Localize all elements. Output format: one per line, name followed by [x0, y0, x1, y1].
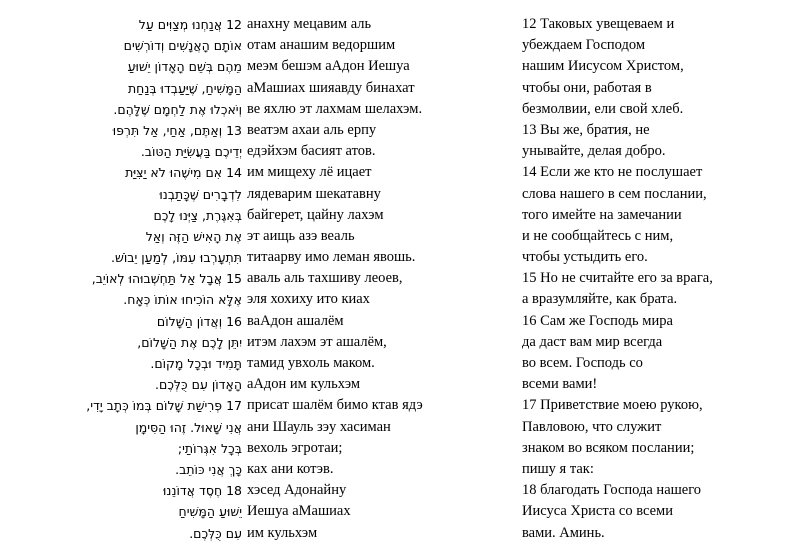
hebrew-line: אֶת הָאִישׁ הַזֶּה וְאַל — [145, 228, 242, 244]
hebrew-line: אוֹתָם הָאֲנָשִׁים וְדוֹרְשִׁים — [123, 38, 242, 54]
transliteration-line: им мищеху лё ицает — [247, 164, 372, 181]
russian-line: чтобы устыдить его. — [522, 249, 648, 266]
transliteration-line: вехоль эгротаи; — [247, 439, 343, 456]
transliteration-line: хэсед Адонайну — [247, 482, 347, 499]
russian-line: 14 Если же кто не послушает — [522, 164, 703, 181]
hebrew-line: לִדְבָרִים שֶׁכָּתַבְנוּ — [159, 186, 242, 202]
transliteration-line: анахну мецавим аль — [247, 16, 372, 32]
transliteration-line: присат шалём бимо ктав ядэ — [247, 397, 423, 414]
russian-line: всеми вами! — [522, 376, 598, 393]
hebrew-line: הָאָדוֹן עִם כֻּלְּכֶם. — [155, 377, 242, 393]
hebrew-line: בְּכָל אִגְּרוֹתַי; — [177, 440, 242, 456]
hebrew-line: 16 וְאֲדוֹן הַשָּׁלוֹם — [156, 313, 242, 329]
russian-line: 15 Но не считайте его за врага, — [522, 270, 713, 287]
transliteration-line: байгерет, цайну лахэм — [247, 206, 384, 223]
transliteration-line: им кульхэм — [247, 524, 318, 541]
hebrew-line: הַמָּשִׁיחַ, שֶׁיַּעַבְדוּ בְּנַחַת — [127, 80, 242, 96]
hebrew-line: 12 אֲנַחְנוּ מְצַוִּים עַל — [138, 17, 242, 32]
hebrew-line: אֶלָּא הוֹכִיחוּ אוֹתוֹ כְּאָח. — [123, 292, 242, 308]
transliteration-line: эля хохиху ито киах — [247, 291, 370, 308]
russian-line: 13 Вы же, братия, не — [522, 121, 650, 138]
hebrew-text-column — [86, 14, 242, 544]
hebrew-line: 17 פְּרִישַׁת שָׁלוֹם בְּמוֹ כְּתָב יָדִי, — [86, 398, 242, 414]
hebrew-line: בְּאִגֶּרֶת, צַיְּנוּ לָכֶם — [153, 207, 242, 223]
russian-line: а вразумляйте, как брата. — [522, 291, 678, 308]
transliteration-line: аваль аль тахшиву леоев, — [247, 270, 403, 287]
russian-line: нашим Иисусом Христом, — [522, 58, 684, 75]
hebrew-line: עִם כֻּלְּכֶם. — [189, 525, 242, 541]
hebrew-line: וְיֹאכְלוּ אֶת לַחְמָם שֶׁלָּהֶם. — [113, 101, 242, 117]
russian-line: Иисуса Христа со всеми — [522, 503, 673, 520]
russian-translation-column — [522, 14, 792, 544]
transliteration-line: ве яхлю эт лахмам шелахэм. — [247, 100, 423, 117]
transliteration-line: аМашиах шияавду бинахат — [247, 79, 415, 96]
hebrew-line: יִתֵּן לָכֶם אֶת הַשָּׁלוֹם, — [137, 334, 242, 350]
transliteration-line: меэм бешэм аАдон Иешуа — [247, 58, 410, 75]
russian-line: знаком во всяком послании; — [522, 439, 695, 456]
russian-line: 18 благодать Господа нашего — [522, 482, 702, 499]
russian-line: 17 Приветствие моею рукою, — [522, 397, 703, 414]
hebrew-line: אֲנִי שָׁאוּל. זֶהוּ הַסִּימָן — [135, 419, 242, 435]
transliteration-line: отам анашим ведоршим — [247, 37, 396, 54]
transliteration-line: ани Шауль зэу хасиман — [247, 418, 391, 435]
russian-line: 12 Таковых увещеваем и — [522, 16, 675, 32]
hebrew-line: כָּךְ אֲנִי כּוֹתֵב. — [175, 461, 242, 477]
hebrew-line: יְדֵיכֶם בַּעֲשִׂיַּת הַטּוֹב. — [140, 144, 242, 160]
russian-line: Павловою, что служит — [522, 418, 662, 435]
hebrew-line: 13 וְאַתֶּם, אַחַי, אַל תִּרְפּוּ — [112, 122, 242, 138]
hebrew-line: 14 אִם מִישֶׁהוּ לֹא יַצִּיַּת — [125, 165, 242, 181]
russian-line: да даст вам мир всегда — [522, 333, 663, 350]
russian-line: во всем. Господь со — [522, 355, 643, 371]
hebrew-line: יֵשׁוּעַ הַמָּשִׁיחַ — [178, 504, 242, 520]
russian-line: 16 Сам же Господь мира — [522, 312, 673, 329]
russian-line: безмолвии, ели свой хлеб. — [522, 100, 684, 117]
transliteration-line: Иешуа аМашиах — [247, 503, 351, 520]
russian-line: вами. Аминь. — [522, 524, 605, 541]
transliteration-line: лядеварим шекатавну — [247, 185, 381, 202]
russian-line: убеждаем Господом — [522, 37, 646, 54]
transliteration-line: аАдон им кульхэм — [247, 376, 361, 393]
hebrew-line: תִּתְעָרְבוּ עִמּוֹ, לְמַעַן יֵבוֹשׁ. — [110, 250, 242, 266]
transliteration-column — [247, 14, 477, 544]
hebrew-line: 18 חֶסֶד אֲדוֹנֵנוּ — [163, 483, 242, 499]
russian-line: того имейте на замечании — [522, 206, 682, 223]
russian-line: и не сообщайтесь с ним, — [522, 227, 674, 244]
transliteration-line: едэйхэм басият атов. — [247, 143, 376, 160]
hebrew-line: 15 אֲבָל אַל תַּחְשְׁבוּהוּ לְאוֹיֵב, — [91, 271, 242, 287]
transliteration-line: эт аищь азэ веаль — [247, 227, 355, 244]
russian-line: унывайте, делая добро. — [522, 143, 666, 160]
transliteration-line: ках ани котэв. — [247, 460, 334, 477]
russian-line: пишу я так: — [522, 460, 594, 477]
hebrew-line: תָּמִיד וּבְכָל מָקוֹם. — [150, 356, 242, 371]
hebrew-line: מֵהֶם בְּשֵׁם הָאָדוֹן יֵשׁוּעַ — [127, 59, 242, 75]
transliteration-line: итэм лахэм эт ашалём, — [247, 333, 387, 350]
transliteration-line: тамид увхоль маком. — [247, 355, 375, 371]
russian-line: чтобы они, работая в — [522, 79, 652, 96]
transliteration-line: веатэм ахаи аль ерпу — [247, 121, 377, 138]
transliteration-line: ваАдон ашалём — [247, 312, 344, 329]
transliteration-line: титаарву имо леман явошь. — [247, 249, 416, 266]
russian-line: слова нашего в сем послании, — [522, 185, 707, 202]
